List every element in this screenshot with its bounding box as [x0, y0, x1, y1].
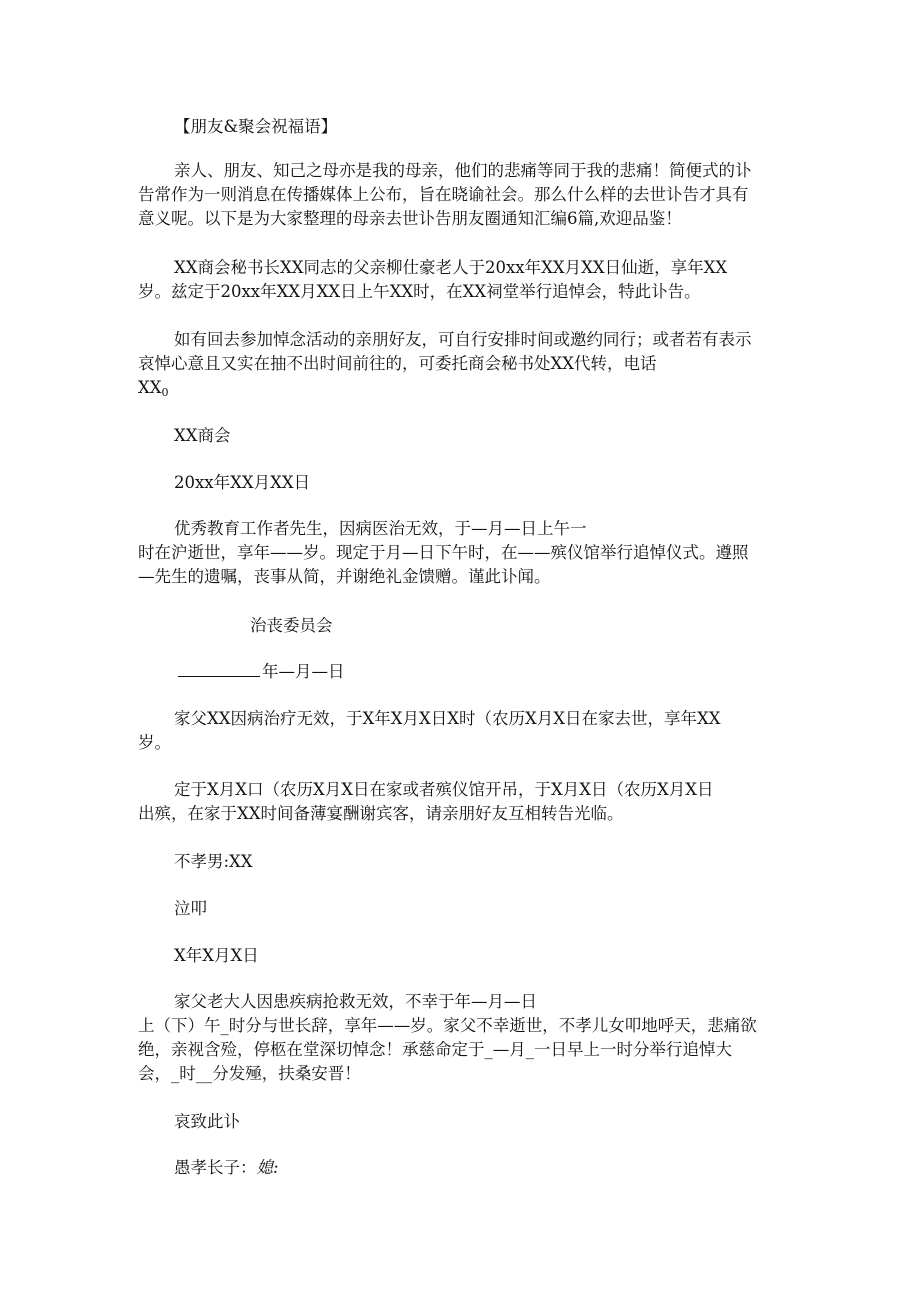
- notice3-paragraph-2: [138, 778, 783, 826]
- notice3-date: [138, 944, 819, 968]
- intro-line: 亲人、朋友、知己之母亦是我的母亲，他们的悲痛等同于我的悲痛！简便式的讣: [174, 161, 752, 180]
- notice3-paragraph: [138, 707, 783, 755]
- phone-subscript: 0: [161, 386, 169, 399]
- weep-text: 泣叩: [174, 899, 207, 918]
- notice4-line: 家父老大人因患疾病抢救无效，不幸于年—月—日: [174, 992, 537, 1011]
- signer-text: XX商会: [174, 426, 231, 445]
- blank-underline: [178, 661, 260, 677]
- notice3-line: 出殡，在家于XX时间备薄宴酬谢宾客，请亲朋好友互相转告光临。: [138, 804, 624, 823]
- notice4-line: 绝，亲视含殓，停柩在堂深切悼念！承慈命定于_—月_一日早上一时分举行追悼大: [138, 1040, 732, 1059]
- notice2-signer: [250, 614, 895, 638]
- intro-line: 告常作为一则消息在传播媒体上公布，旨在晓谕社会。那么什么样的去世讣告才具有: [138, 185, 749, 204]
- notice4-line: 会，_时__分发殛，扶桑安晋！: [138, 1064, 361, 1083]
- notice3-line: 岁。: [138, 733, 171, 752]
- notice1-line: 岁。兹定于20xx年XX月XX日上午XX时，在XX祠堂举行追悼会，特此讣告。: [138, 282, 701, 301]
- notice3-weep: [138, 897, 819, 921]
- notice2-paragraph: [138, 517, 783, 589]
- closing-text: 哀致此讣: [174, 1112, 240, 1131]
- date-text: 20xx年XX月XX日: [174, 473, 311, 492]
- intro-line: 意义呢。以下是为大家整理的母亲去世讣告朋友圈通知汇编6篇,欢迎品鉴！: [138, 209, 682, 228]
- notice1-paragraph: [138, 256, 783, 304]
- heading-text: 【朋友&聚会祝福语】: [174, 117, 338, 136]
- notice3-son: [138, 850, 819, 874]
- notice1-line: 哀悼心意且又实在抽不出时间前往的，可委托商会秘书处XX代转，电话: [138, 354, 657, 373]
- notice4-line: 上（下）午_时分与世长辞，享年——岁。家父不幸逝世，不孝儿女叩地呼天，悲痛欲: [138, 1016, 757, 1035]
- son-text: 不孝男:XX: [174, 852, 253, 871]
- notice1-date: [138, 471, 819, 495]
- eldest-label: 愚孝长子：: [174, 1158, 257, 1177]
- notice2-line: 时在沪逝世，享年——岁。现定于月—日下午时，在——殡仪馆举行追悼仪式。遵照: [138, 543, 749, 562]
- notice3-line: 家父XX因病治疗无效，于X年X月X日X时（农历X月X日在家去世，享年XX: [174, 709, 721, 728]
- notice1-line: XX商会秘书长XX同志的父亲柳仕豪老人于20xx年XX月XX日仙逝，享年XX: [174, 258, 728, 277]
- notice3-line: 定于X月X口（农历X月X日在家或者殡仪馆开吊，于X月X日（农历X月X日: [174, 780, 714, 799]
- notice2-date: [178, 660, 823, 684]
- notice4-closing: [138, 1110, 819, 1134]
- notice2-line: —先生的遗嘱，丧事从简，并谢绝礼金馈赠。谨此讣闻。: [138, 567, 551, 586]
- notice1-paragraph-2: [138, 328, 783, 405]
- intro-paragraph: [138, 159, 783, 231]
- notice1-signer: [138, 424, 819, 448]
- eldest-tail: 媳:: [256, 1158, 279, 1177]
- date-text: 年—月—日: [262, 662, 345, 681]
- signer-text: 治丧委员会: [250, 616, 333, 635]
- notice1-phone: [138, 376, 783, 405]
- notice1-line: 如有回去参加悼念活动的亲朋好友，可自行安排时间或邀约同行；或者若有表示: [174, 330, 752, 349]
- phone-text: XX: [138, 378, 162, 397]
- notice4-paragraph: [138, 990, 783, 1086]
- date-text: X年X月X日: [174, 946, 259, 965]
- heading: [138, 115, 819, 139]
- notice4-eldest: [138, 1156, 819, 1180]
- notice2-line: 优秀教育工作者先生，因病医治无效，于—月—日上午一: [174, 519, 587, 538]
